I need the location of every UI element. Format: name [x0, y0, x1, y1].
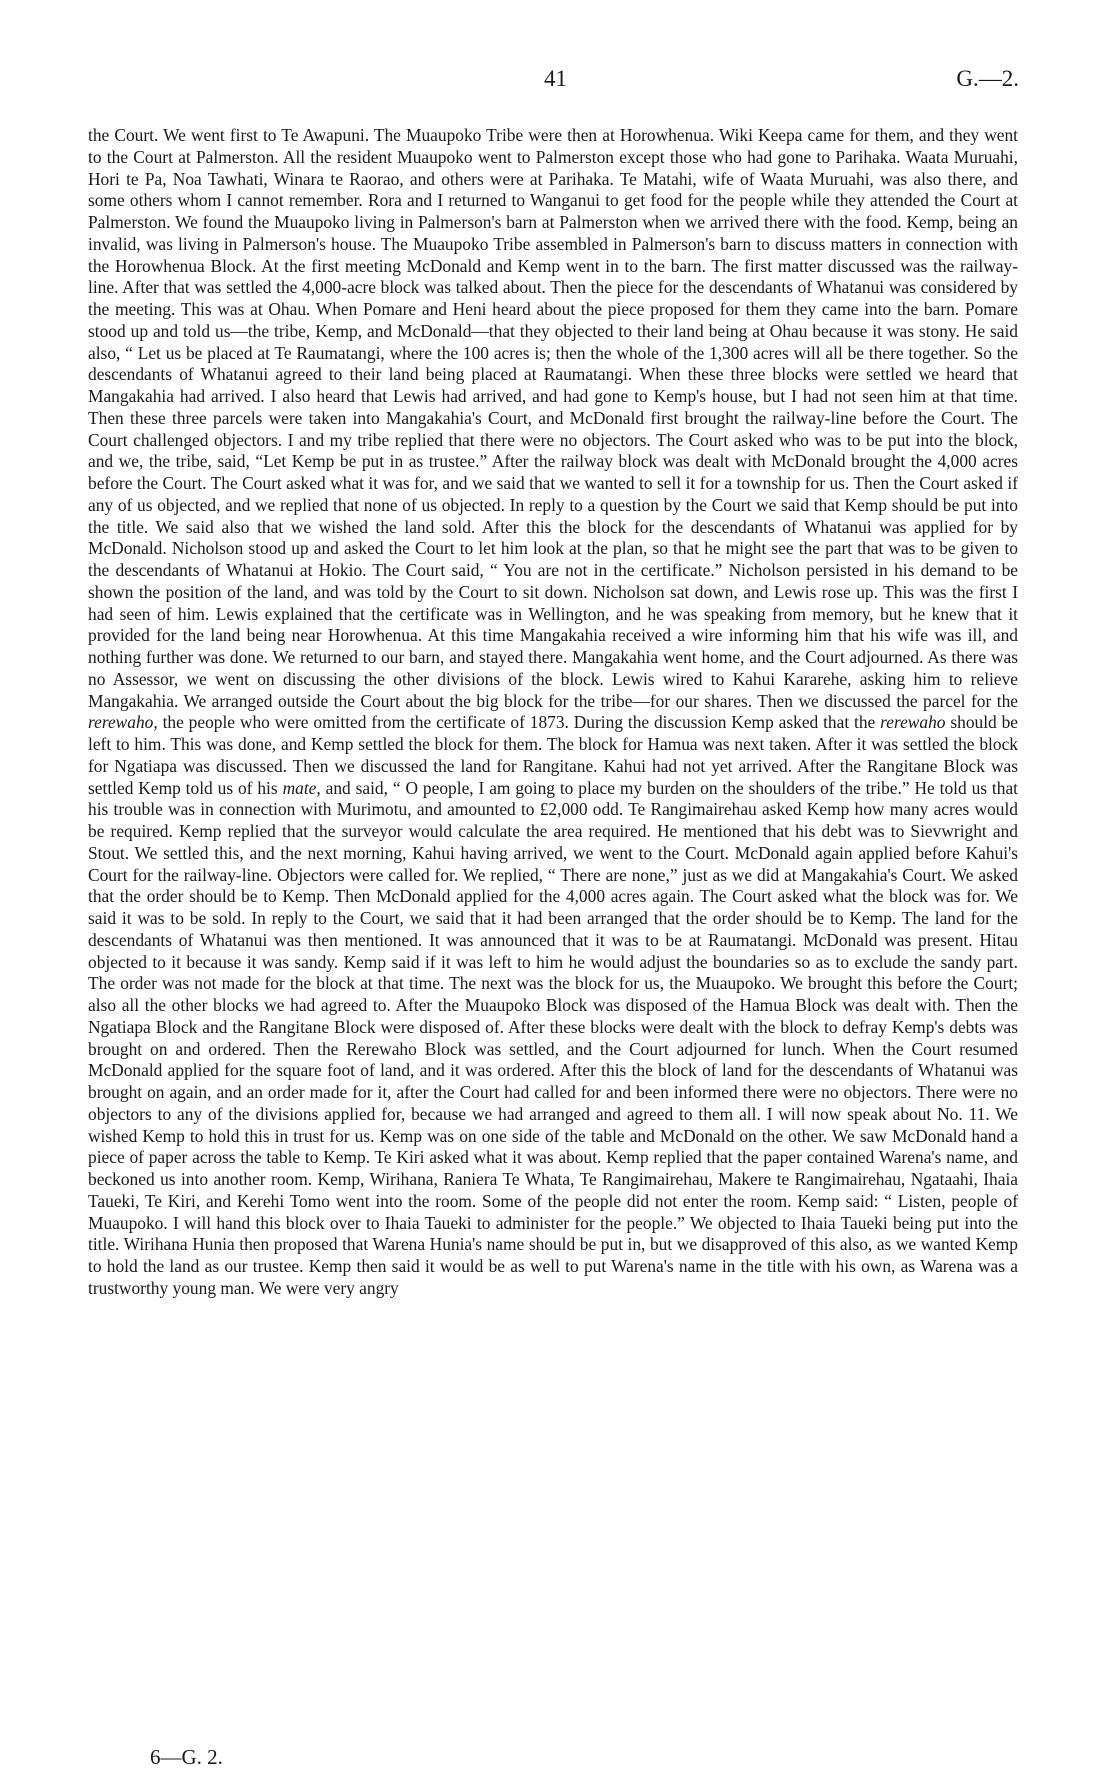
text-segment: the Court. We went first to Te Awapuni. The Muaupoko Tribe were then at Horowhenua. Wiki Keepa came for them, and they went to the Court at Palmerston. All the resident Muaupoko went to Palmerston except those who had gone to Parihaka. Waata Muruahi, Hori te Pa, Noa Tawhati, Winara te Raorao, and others were at Parihaka. Te Matahi, wife of Waata Muruahi, was also there, and some others whom I cannot remember. Rora and I returned to Wanganui to get food for the people while they attended the Court at Palmerston. We found the Muaupoko living in Palmerson's barn at Palmerston when we arrived there with the food. Kemp, being an invalid, was living in Palmerson's house. The Muaupoko Tribe assembled in Palmerson's barn to discuss matters in connection with the Horowhenua Block. At the first meeting McDonald and Kemp went in to the barn. The first matter discussed was the railway-line. After that was settled the 4,000-acre block was talked about. Then the piece for the descendants of Whatanui was considered by the meeting. This was at Ohau. When Pomare and Heni heard about the piece proposed for them they came into the barn. Pomare stood up and told us—the tribe, Kemp, and McDonald—that they objected to their land being at Ohau because it was stony. He said also, “ Let us be placed at Te Raumatangi, where the 100 acres is; then the whole of the 1,300 acres will all be there together. So the descendants of Whatanui agreed to their land being placed at Raumatangi. When these three blocks were settled we heard that Mangakahia had arrived. I also heard that Lewis had arrived, and had gone to Kemp's house, but I had not seen him at that time. Then these three parcels were taken into Mangakahia's Court, and McDonald first brought the railway-line before the Court. The Court challenged objectors. I and my tribe replied that there were no objectors. The Court asked who was to be put into the block, and we, the tribe, said, “Let Kemp be put in as trustee.” After the railway block was dealt with McDonald brought the 4,000 acres before the Court. The Court asked what it was for, and we said that we wanted to sell it for a township for us. Then the Court asked if any of us objected, and we replied that none of us objected. In reply to a question by the Court we said that Kemp should be put into the title. We said also that we wished the land sold. After this the block for the descendants of Whatanui was applied for by McDonald. Nicholson stood up and asked the Court to let him look at the plan, so that he might see the part that was to be given to the descendants of Whatanui at Hokio. The Court said, “ You are not in the certificate.” Nicholson persisted in his demand to be shown the position of the land, and was told by the Court to sit down. Nicholson sat down, and Lewis rose up. This was the first I had seen of him. Lewis explained that the certificate was in Wellington, and he was speaking from memory, but he knew that it provided for the land being near Horowhenua. At this time Mangakahia received a wire informing him that his wife was ill, and nothing further was done. We returned to our barn, and stayed there. Mangakahia went home, and the Court adjourned. As there was no Assessor, we went on discussing the other divisions of the block. Lewis wired to Kahui Kararehe, asking him to relieve Mangakahia. We arranged outside the Court about the big block for the tribe—for our shares. Then we discussed the parcel for the: [88, 125, 1018, 711]
maori-term: rerewaho: [880, 712, 946, 733]
maori-term: mate,: [282, 777, 321, 798]
text-segment: should be left to him. This was done, and Kemp settled the block for them. The block for Hamua was next taken. After it was settled the block for Ngatiapa was discussed. Then we discussed the land for Rangitane. Kahui had not yet arrived. After the Rangitane Block was settled Kemp told us of his: [88, 712, 1019, 798]
body-paragraph: [88, 125, 1018, 1300]
text-segment: the people who were omitted from the certificate of 1873. During the discussion Kemp asked that the: [157, 712, 881, 733]
text-segment: and said, “ O people, I am going to place my burden on the shoulders of the tribe.” He told us that his trouble was in connection with Murimotu, and amounted to £2,000 odd. Te Rangimairehau asked Kemp how many acres would be required. Kemp replied that the surveyor would calculate the area required. He mentioned that his debt was to Sievwright and Stout. We settled this, and the next morning, Kahui having arrived, we went to the Court. McDonald again applied before Kahui's Court for the railway-line. Objectors were called for. We replied, “ There are none,” just as we did at Mangakahia's Court. We asked that the order should be to Kemp. Then McDonald applied for the 4,000 acres again. The Court asked what the block was for. We said it was to be sold. In reply to the Court, we said that it had been arranged that the order should be to Kemp. The land for the descendants of Whatanui was then mentioned. It was announced that it was to be at Raumatangi. McDonald was present. Hitau objected to it because it was sandy. Kemp said if it was left to him he would adjust the boundaries so as to exclude the sandy part. The order was not made for the block at that time. The next was the block for us, the Muaupoko. We brought this before the Court; also all the other blocks we had agreed to. After the Muaupoko Block was disposed of the Hamua Block was dealt with. Then the Ngatiapa Block and the Rangitane Block were disposed of. After these blocks were dealt with the block to defray Kemp's debts was brought on and ordered. Then the Rerewaho Block was settled, and the Court adjourned for lunch. When the Court resumed McDonald applied for the square foot of land, and it was ordered. After this the block of land for the descendants of Whatanui was brought on again, and an order made for it, after the Court had called for and been informed there were no objectors. There were no objectors to any of the divisions applied for, because we had arranged and agreed to them all. I will now speak about No. 11. We wished Kemp to hold this in trust for us. Kemp was on one side of the table and McDonald on the other. We saw McDonald hand a piece of paper across the table to Kemp. Te Kiri asked what it was about. Kemp replied that the paper contained Warena's name, and beckoned us into another room. Kemp, Wirihana, Raniera Te Whata, Te Rangimairehau, Makere te Rangimairehau, Ngataahi, Ihaia Taueki, Te Kiri, and Kerehi Tomo went into the room. Some of the people did not enter the room. Kemp said: “ Listen, people of Muaupoko. I will hand this block over to Ihaia Taueki to administer for the people.” We objected to Ihaia Taueki being put into the title. Wirihana Hunia then proposed that Warena Hunia's name should be put in, but we disapproved of this also, as we wanted Kemp to hold the land as our trustee. Kemp then said it would be as well to put Warena's name in the title with his own, as Warena was a trustworthy young man. We were very angry: [88, 777, 1019, 1298]
signature-mark: 6—G. 2.: [150, 1745, 223, 1769]
page-number: 41: [544, 66, 567, 91]
document-reference: G.—2.: [956, 66, 1019, 91]
maori-term: rerewaho,: [88, 712, 158, 733]
